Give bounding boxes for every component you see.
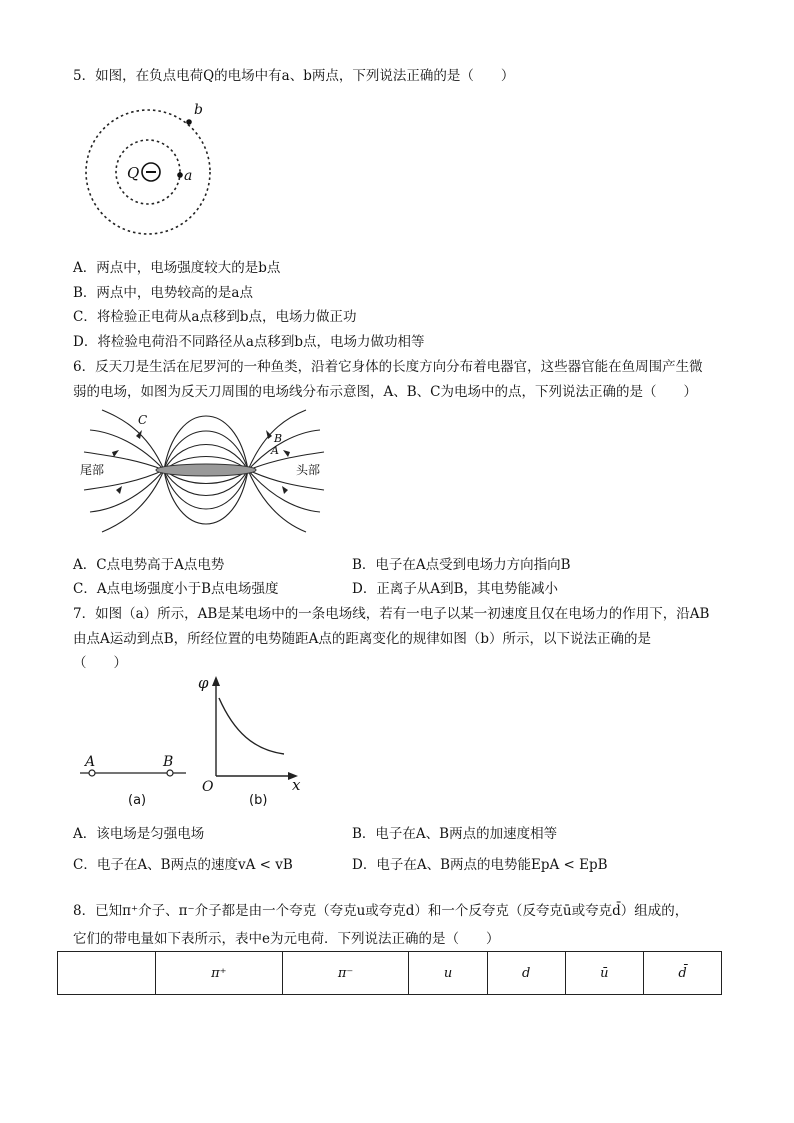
q6-option-a: A．C点电势高于A点电势 (73, 557, 225, 573)
table-header-cell: ū (565, 952, 643, 995)
table-header-cell: π⁺ (156, 952, 283, 995)
fish-body (156, 464, 256, 476)
q7-stem-line3: （ ） (73, 655, 127, 671)
point-a-dot (177, 172, 183, 178)
origin-label: O (202, 779, 214, 795)
caption-a: (a) (128, 793, 147, 808)
quark-charge-table (57, 951, 722, 995)
q8-stem-line1: 8．已知π⁺介子、π⁻介子都是由一个夸克（夸克u或夸克d）和一个反夸克（反夸克ū或夸克d̄）组成的， (73, 903, 689, 919)
q8-stem-line2: 它们的带电量如下表所示，表中e为元电荷．下列说法正确的是（ ） (73, 931, 500, 947)
q5-figure (82, 98, 220, 248)
tail-label: 尾部 (80, 463, 105, 477)
point-a-label: A (271, 444, 279, 457)
point-a-label: A (85, 754, 96, 770)
point-b-label: B (274, 432, 283, 445)
potential-curve (219, 698, 284, 754)
x-axis-label: x (292, 776, 301, 794)
arrow-icon (282, 486, 288, 494)
q7-option-d: D．电子在A、B两点的电势能EpA < EpB (352, 857, 608, 873)
point-c-label: C (138, 413, 148, 427)
q5-option-c: C．将检验正电荷从a点移到b点，电场力做正功 (73, 309, 357, 325)
table-header-cell: u (409, 952, 487, 995)
q7-option-b: B．电子在A、B两点的加速度相等 (352, 826, 558, 842)
arrow-icon (116, 486, 122, 494)
q6-stem-line1: 6．反天刀是生活在尼罗河的一种鱼类，沿着它身体的长度方向分布着电器官，这些器官能在鱼周围产生微 (73, 359, 703, 375)
table-header-cell: d (487, 952, 565, 995)
table-header-cell: d̄ (643, 952, 721, 995)
arrow-icon (283, 450, 290, 457)
q7-stem-line2: 由点A运动到点B，所经位置的电势随距A点的距离变化的规律如图（b）所示，以下说法正确的是 (73, 631, 652, 647)
table-header-cell: π⁻ (282, 952, 409, 995)
table-row (58, 952, 722, 995)
point-a-label: a (184, 168, 193, 184)
point-a-dot (89, 770, 95, 776)
point-b-dot (167, 770, 173, 776)
q5-option-a: A．两点中，电场强度较大的是b点 (73, 260, 281, 276)
caption-b: (b) (249, 793, 268, 808)
q7-option-a: A．该电场是匀强电场 (73, 826, 205, 842)
head-label: 头部 (296, 463, 321, 477)
q6-stem-line2: 弱的电场，如图为反天刀周围的电场线分布示意图，A、B、C为电场中的点，下列说法正确的是（ ） (73, 384, 697, 400)
q7-figure (76, 672, 316, 812)
arrow-icon (112, 450, 119, 457)
q6-figure (76, 408, 326, 543)
q5-stem: 5．如图，在负点电荷Q的电场中有a、b两点，下列说法正确的是（ ） (73, 68, 515, 84)
point-b-label: B (163, 754, 174, 770)
point-b-dot (186, 119, 192, 125)
field-line (164, 470, 248, 524)
q6-option-d: D．正离子从A到B，其电势能减小 (352, 581, 558, 597)
table-header-cell (58, 952, 156, 995)
point-b-label: b (194, 102, 203, 118)
phi-axis-arrow-icon (212, 676, 220, 686)
q5-option-b: B．两点中，电势较高的是a点 (73, 285, 253, 301)
q6-option-b: B．电子在A点受到电场力方向指向B (352, 557, 571, 573)
field-line (164, 416, 248, 470)
q6-option-c: C．A点电场强度小于B点电场强度 (73, 581, 279, 597)
q7-stem-line1: 7．如图（a）所示，AB是某电场中的一条电场线，若有一电子以某一初速度且仅在电场力的作用下，沿AB (73, 606, 710, 622)
phi-axis-label: φ (198, 674, 209, 692)
charge-q-label: Q (127, 164, 140, 182)
q5-option-d: D．将检验电荷沿不同路径从a点移到b点，电场力做功相等 (73, 334, 425, 350)
q7-option-c: C．电子在A、B两点的速度vA < vB (73, 857, 293, 873)
